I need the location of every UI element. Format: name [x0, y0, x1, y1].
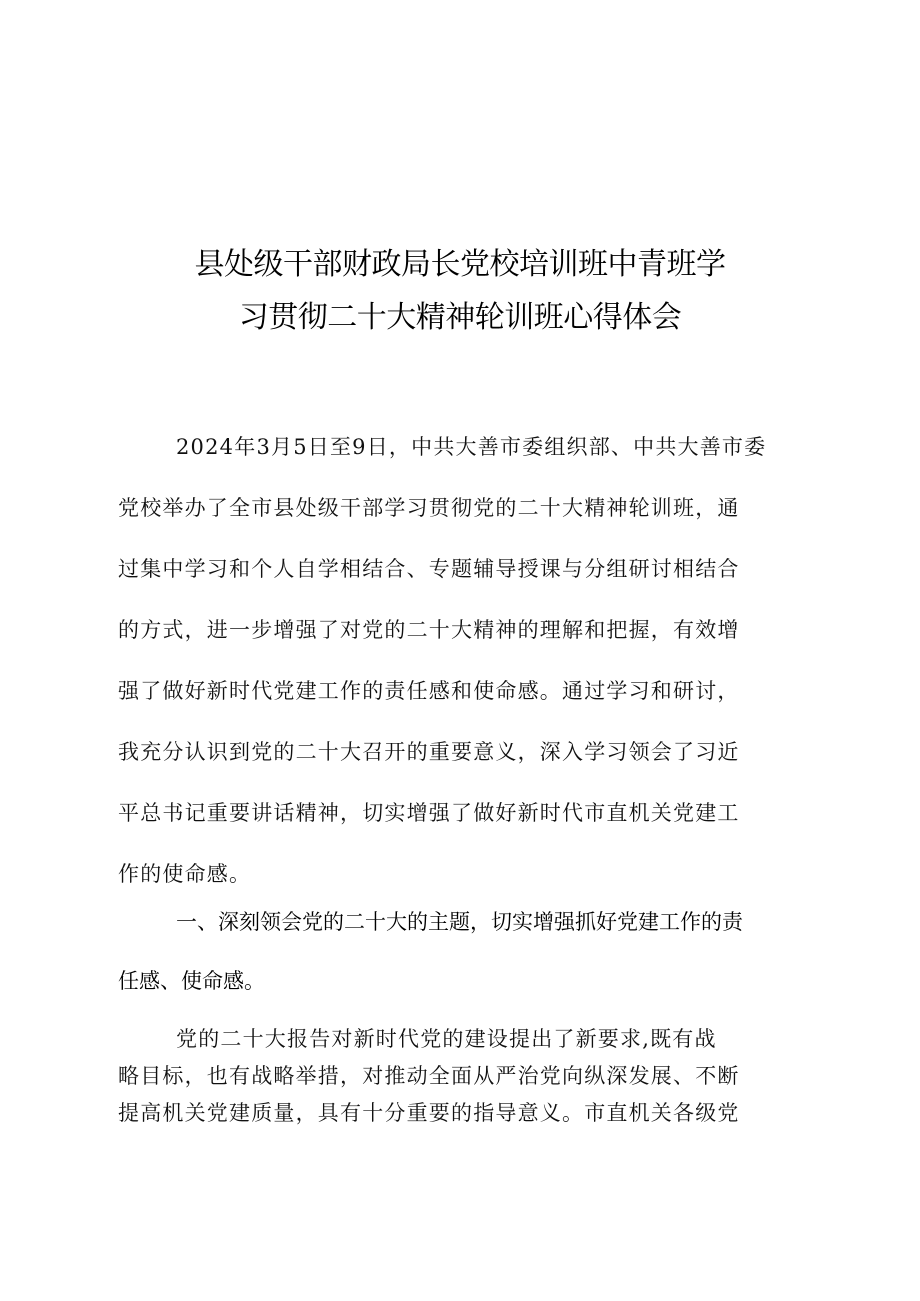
paragraph-line: 提高机关党建质量，具有十分重要的指导意义。市直机关各级党	[118, 1101, 740, 1125]
section-heading	[118, 893, 808, 1011]
title-line: 习贯彻二十大精神轮训班心得体会	[238, 300, 682, 335]
intro-paragraph	[118, 417, 803, 905]
paragraph-line: 党的二十大报告对新时代党的建设提出了新要求,既有战	[176, 1027, 717, 1051]
heading-line: 一、深刻领会党的二十大的主题，切实增强抓好党建工作的责	[176, 910, 743, 934]
paragraph-line: 过集中学习和个人自学相结合、专题辅导授课与分组研讨相结合	[118, 557, 740, 581]
paragraph-line: 我充分认识到党的二十大召开的重要意义，深入学习领会了习近	[118, 740, 740, 764]
document-title	[0, 238, 920, 344]
paragraph-line: 2024年3月5日至9日，中共大善市委组织部、中共大善市委	[176, 435, 767, 459]
heading-line: 任感、使命感。	[118, 969, 265, 993]
paragraph-line: 党校举办了全市县处级干部学习贯彻党的二十大精神轮训班，通	[118, 496, 740, 520]
title-line: 县处级干部财政局长党校培训班中青班学	[194, 247, 726, 282]
paragraph-line: 强了做好新时代党建工作的责任感和使命感。通过学习和研讨，	[118, 679, 740, 703]
paragraph-line: 略目标，也有战略举措，对推动全面从严治党向纵深发展、不断	[118, 1064, 740, 1088]
paragraph-line: 的方式，进一步增强了对党的二十大精神的理解和把握，有效增	[118, 618, 740, 642]
paragraph-line: 作的使命感。	[118, 862, 252, 886]
section-paragraph	[118, 1021, 803, 1132]
paragraph-line: 平总书记重要讲话精神，切实增强了做好新时代市直机关党建工	[118, 801, 740, 825]
